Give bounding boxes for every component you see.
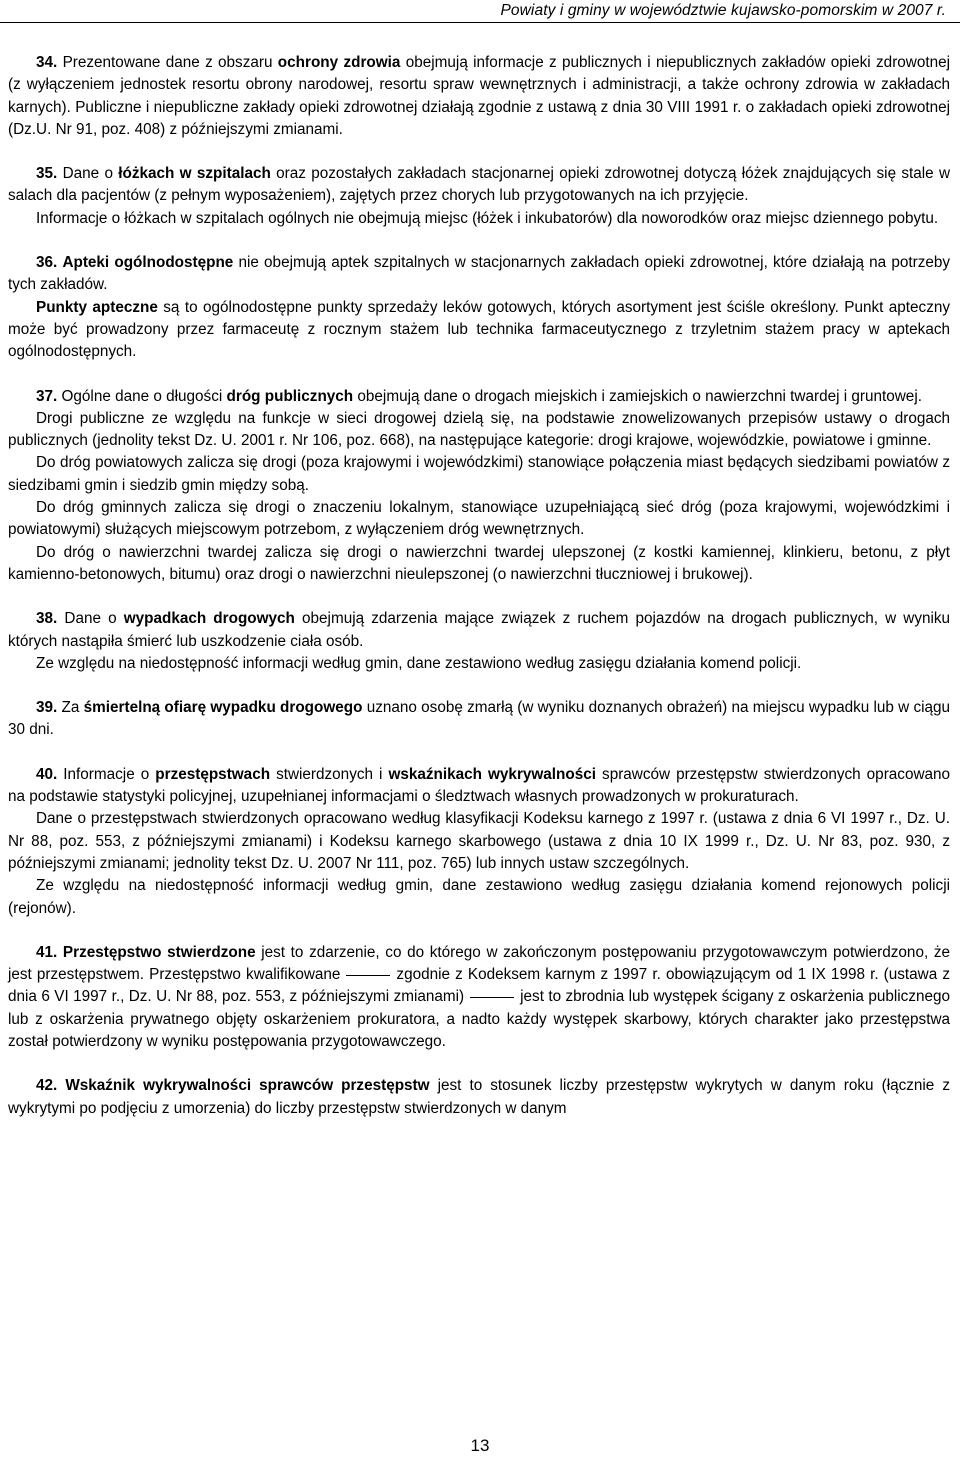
header-rule xyxy=(0,22,960,23)
note-41: 41. Przestępstwo stwierdzone jest to zdarzenie, co do którego w zakończonym postępowaniu przygotowawczym potwierdzono, że jest przestępstwem. Przestępstwo kwalifikowane zgodnie z Kodeksem karnym z 1997 r. obowiązującym od 1 IX 1998 r. (ustawa z dnia 6 VI 1997 r., Dz. U. Nr 88, poz. 553, z późniejszymi zmianami) jest to zbrodnia lub występek ścigany z oskarżenia publicznego lub z oskarżenia prywatnego objęty oskarżeniem prokuratora, a nadto każdy występek skarbowy, których charakter jako przestępstwa został potwierdzony w wyniku postępowania przygotowawczego. xyxy=(8,943,951,1050)
note-number: 34. xyxy=(36,54,58,71)
note-37: 37. Ogólne dane o długości dróg publicznych obejmują dane o drogach miejskich i zamiejskich o nawierzchni twardej i gruntowej. xyxy=(36,387,922,405)
em-dash-rule xyxy=(346,975,390,976)
note-number: 38. xyxy=(36,610,58,628)
note-number: 36. xyxy=(36,254,58,272)
document-body xyxy=(8,52,950,1120)
note-37-paragraph: Do dróg powiatowych zalicza się drogi (poza krajowymi i wojewódzkimi) stanowiące połączenia miast będących siedzibami powiatów z siedzibami gmin i siedzib gmin między sobą. xyxy=(8,454,950,494)
note-40: 40. Informacje o przestępstwach stwierdzonych i wskaźnikach wykrywalności sprawców przestępstw stwierdzonych opracowano na podstawie statystyki policyjnej, uzupełnianej informacjami o śledztwach własnych prowadzonych w prokuraturach. xyxy=(8,765,951,806)
note-36: 36. Apteki ogólnodostępne nie obejmują aptek szpitalnych w stacjonarnych zakładach opieki zdrowotnej, które działają na potrzeby tych zakładów. xyxy=(8,254,951,294)
note-37-paragraph: Do dróg gminnych zalicza się drogi o znaczeniu lokalnym, stanowiące uzupełniającą sieć dróg (poza krajowymi, wojewódzkimi i powiatowymi) służących miejscowym potrzebom, z wyłączeniem dróg wewnętrznych. xyxy=(8,499,950,539)
note-number: 41. xyxy=(36,943,58,961)
note-34: 34. Prezentowane dane z obszaru ochrony zdrowia obejmują informacje z publicznych i niepublicznych zakładów opieki zdrowotnej (z wyłączeniem jednostek resortu obrony narodowej, resortu spraw wewnętrznych i administracji, a także ochrony zdrowia w zakładach karnych). Publiczne i niepubliczne zakłady opieki zdrowotnej działają zgodnie z ustawą z dnia 30 VIII 1991 r. o zakładach opieki zdrowotnej (Dz.U. Nr 91, poz. 408) z późniejszymi zmianami. xyxy=(8,54,951,138)
running-header: Powiaty i gminy w województwie kujawsko-pomorskim w 2007 r. xyxy=(500,2,946,19)
note-number: 42. xyxy=(36,1077,58,1095)
note-35-paragraph: Informacje o łóżkach w szpitalach ogólnych nie obejmują miejsc (łóżek i inkubatorów) dla noworodków oraz miejsc dziennego pobytu. xyxy=(36,209,939,227)
note-number: 35. xyxy=(36,165,58,183)
note-40-paragraph: Dane o przestępstwach stwierdzonych opracowano według klasyfikacji Kodeksu karnego z 1997 r. (ustawa z dnia 6 VI 1997 r., Dz. U. Nr 88, poz. 553, z późniejszymi zmianami) i Kodeksu karnego skarbowego (ustawa z dnia 10 IX 1999 r., Dz. U. Nr 83, poz. 930, z późniejszymi zmianami; jednolity tekst Dz. U. 2007 Nr 111, poz. 765) lub innych ustaw szczególnych. xyxy=(8,810,950,872)
note-37-paragraph: Drogi publiczne ze względu na funkcje w sieci drogowej dzielą się, na podstawie znowelizowanych przepisów ustawy o drogach publicznych (jednolity tekst Dz. U. 2001 r. Nr 106, poz. 668), na następujące kategorie: drogi krajowe, wojewódzkie, powiatowe i gminne. xyxy=(8,409,950,450)
note-number: 40. xyxy=(36,765,58,783)
note-40-paragraph: Ze względu na niedostępność informacji według gmin, dane zestawiono według zasięgu działania komend rejonowych policji (rejonów). xyxy=(8,877,950,917)
note-39: 39. Za śmiertelną ofiarę wypadku drogowego uznano osobę zmarłą (w wyniku doznanych obrażeń) na miejscu wypadku lub w ciągu 30 dni. xyxy=(8,699,951,739)
note-38-paragraph: Ze względu na niedostępność informacji według gmin, dane zestawiono według zasięgu działania komend policji. xyxy=(36,654,802,672)
note-number: 39. xyxy=(36,699,58,717)
note-42: 42. Wskaźnik wykrywalności sprawców przestępstw jest to stosunek liczby przestępstw wykrytych w danym roku (łącznie z wykrytymi po podjęciu z umorzenia) do liczby przestępstw stwierdzonych w danym xyxy=(8,1077,951,1117)
page-number: 13 xyxy=(470,1436,490,1455)
note-36-paragraph: Punkty apteczne są to ogólnodostępne punkty sprzedaży leków gotowych, których asortyment jest ściśle określony. Punkt apteczny może być prowadzony przez farmaceutę z rocznym stażem lub technika farmaceutycznego z trzyletnim stażem pracy w aptekach ogólnodostępnych. xyxy=(8,298,950,361)
em-dash-rule xyxy=(470,997,514,998)
note-37-paragraph: Do dróg o nawierzchni twardej zalicza się drogi o nawierzchni twardej ulepszonej (z kostki kamiennej, klinkieru, betonu, z płyt kamienno-betonowych, bitumu) oraz drogi o nawierzchni nieulepszonej (o nawierzchni tłuczniowej i brukowej). xyxy=(8,543,950,583)
note-35: 35. Dane o łóżkach w szpitalach oraz pozostałych zakładach stacjonarnej opieki zdrowotnej dotyczą łóżek znajdujących się stale w salach dla pacjentów (z pełnym wyposażeniem), zajętych przez chorych lub przygotowanych na ich przyjęcie. xyxy=(8,165,951,205)
note-number: 37. xyxy=(36,387,58,405)
note-38: 38. Dane o wypadkach drogowych obejmują zdarzenia mające związek z ruchem pojazdów na drogach publicznych, w wyniku których nastąpiła śmierć lub uszkodzenie ciała osób. xyxy=(8,610,951,650)
